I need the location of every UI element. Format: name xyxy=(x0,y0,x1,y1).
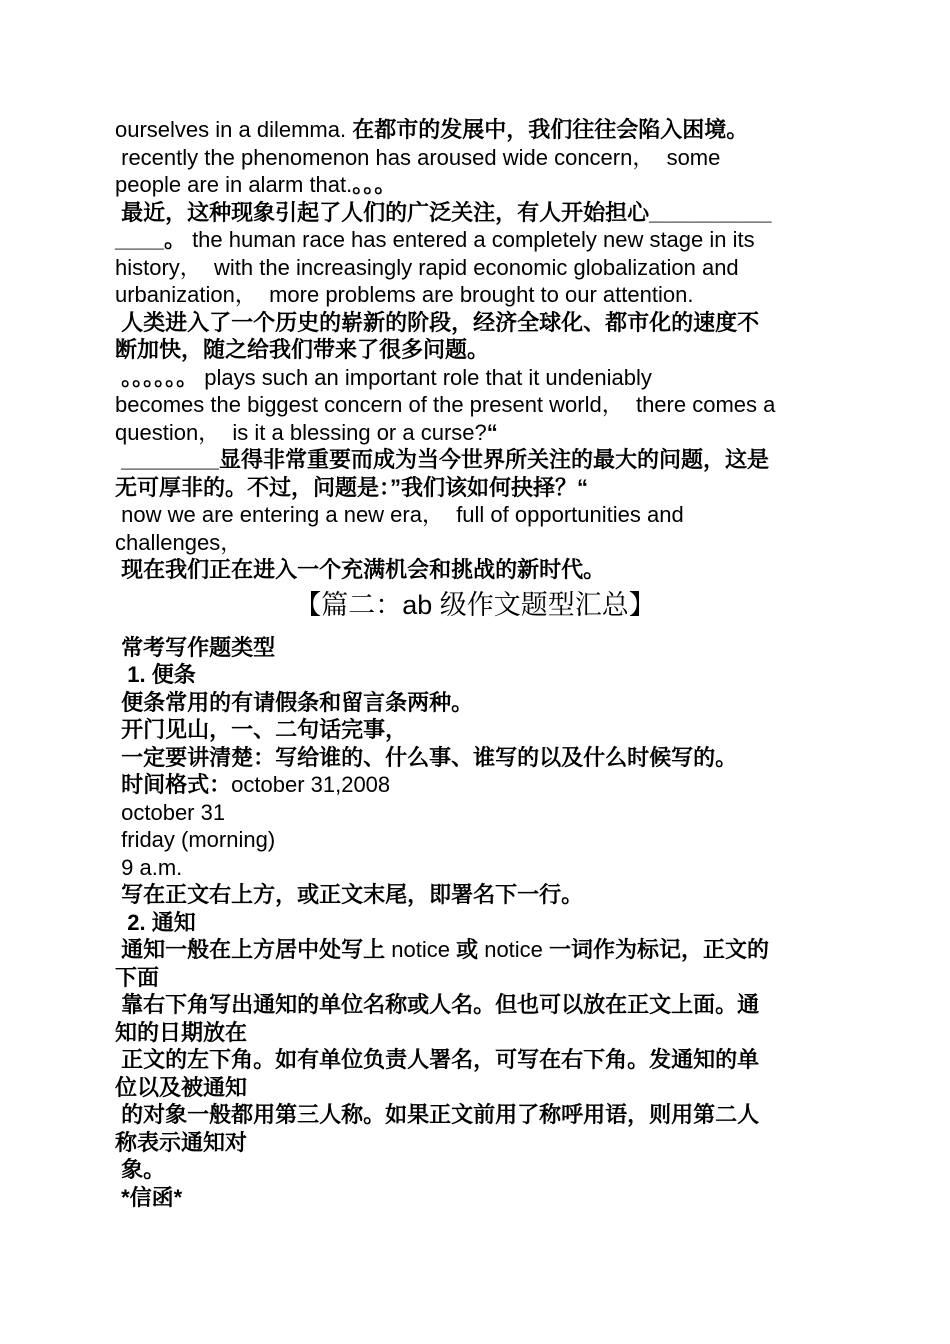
chinese-text: 人类进入了一个历史的崭新的阶段，经济全球化、都市化的速度不 xyxy=(115,309,760,335)
text-line xyxy=(115,419,835,447)
chinese-text: 称表示通知对 xyxy=(115,1129,248,1155)
text-line xyxy=(115,474,835,502)
text-line xyxy=(115,281,835,309)
section-heading: 【篇二：ab 级作文题型汇总】 xyxy=(294,589,656,620)
english-text: notice xyxy=(478,937,550,962)
text-line xyxy=(115,1074,835,1102)
text-line xyxy=(115,909,835,937)
text-line xyxy=(115,799,835,827)
chinese-text: 常考写作题类型 xyxy=(115,634,276,660)
text-line xyxy=(115,661,835,689)
english-text: recently the phenomenon has aroused wide concern， some xyxy=(115,144,721,170)
chinese-text: 1. 便条 xyxy=(115,662,196,687)
text-line xyxy=(115,529,835,557)
english-text: the human race has entered a completely new stage in its xyxy=(185,227,755,252)
chinese-text: 便条常用的有请假条和留言条两种。 xyxy=(115,689,474,715)
chinese-text: *信函* xyxy=(115,1184,183,1210)
text-line xyxy=(115,771,835,799)
text-line xyxy=(115,716,835,744)
english-text: people are in alarm that. xyxy=(115,172,353,197)
text-line xyxy=(115,501,835,529)
chinese-text: 位以及被通知 xyxy=(115,1074,248,1100)
chinese-text: 。。。 xyxy=(352,172,397,197)
chinese-text: 最近，这种现象引起了人们的广泛关注，有人开始担心__________ xyxy=(115,199,772,225)
text-line xyxy=(115,1046,835,1074)
chinese-text: 靠右下角写出通知的单位名称或人名。但也可以放在正文上面。通 xyxy=(115,992,760,1017)
english-text: ourselves in a dilemma. xyxy=(115,117,353,142)
text-line xyxy=(115,881,835,909)
text-line xyxy=(115,964,835,992)
text-line xyxy=(115,116,835,144)
english-text: plays such an important role that it undeniably xyxy=(198,364,652,390)
chinese-text: “ xyxy=(486,419,498,445)
text-line xyxy=(115,199,835,227)
chinese-text: 断加快，随之给我们带来了很多问题。 xyxy=(115,337,490,362)
chinese-text: 一定要讲清楚：写给谁的、什么事、谁写的以及什么时候写的。 xyxy=(115,744,738,770)
chinese-text: 通知一般在上方居中处写上 xyxy=(115,937,386,962)
chinese-text: ____。 xyxy=(115,227,186,252)
chinese-text: 或 xyxy=(456,937,479,962)
chinese-text: 知的日期放在 xyxy=(115,1019,248,1045)
chinese-text: 。。。。。。 xyxy=(115,364,199,390)
text-line xyxy=(115,446,835,474)
english-text: october 31,2008 xyxy=(231,772,391,797)
english-text: challenges， xyxy=(115,529,243,555)
chinese-text: 现在我们正在进入一个充满机会和挑战的新时代。 xyxy=(115,557,606,582)
text-line xyxy=(115,144,835,172)
chinese-text: 下面 xyxy=(115,964,160,990)
text-line xyxy=(115,171,835,199)
english-text: question， is it a blessing or a curse? xyxy=(115,419,487,445)
english-text: notice xyxy=(385,937,457,962)
text-line xyxy=(115,336,835,364)
chinese-text: 时间格式： xyxy=(115,772,232,797)
chinese-text: 开门见山，一、二句话完事， xyxy=(115,717,408,742)
text-line xyxy=(115,991,835,1019)
text-line xyxy=(115,1156,835,1184)
text-line xyxy=(115,634,835,662)
text-line xyxy=(115,1184,835,1212)
chinese-text: ________显得非常重要而成为当今世界所关注的最大的问题，这是 xyxy=(115,447,770,472)
chinese-text: 在都市的发展中，我们往往会陷入困境。 xyxy=(352,117,749,142)
english-text: becomes the biggest concern of the present world， there comes a xyxy=(115,392,776,417)
text-line xyxy=(115,364,835,392)
english-text: friday (morning) xyxy=(115,827,276,852)
text-line xyxy=(115,826,835,854)
english-text: history， with the increasingly rapid economic globalization and xyxy=(115,254,739,280)
text-line xyxy=(115,744,835,772)
text-line xyxy=(115,1019,835,1047)
english-text: now we are entering a new era， full of opportunities and xyxy=(115,502,684,527)
text-line xyxy=(115,391,835,419)
chinese-text: 正文的左下角。如有单位负责人署名，可写在右下角。发通知的单 xyxy=(115,1047,760,1072)
text-line xyxy=(115,309,835,337)
text-line xyxy=(115,854,835,882)
document-page xyxy=(115,116,835,1211)
chinese-text: 写在正文右上方，或正文末尾，即署名下一行。 xyxy=(115,882,584,907)
text-line xyxy=(115,689,835,717)
text-line xyxy=(115,556,835,584)
text-line xyxy=(115,1101,835,1129)
chinese-text: 象。 xyxy=(115,1157,166,1182)
chinese-text: 2. 通知 xyxy=(115,909,196,935)
chinese-text: 的对象一般都用第三人称。如果正文前用了称呼用语，则用第二人 xyxy=(115,1102,760,1127)
english-text: 9 a.m. xyxy=(115,854,183,880)
text-line xyxy=(115,254,835,282)
text-line xyxy=(115,226,835,254)
english-text: urbanization， more problems are brought to our attention. xyxy=(115,282,694,307)
chinese-text: 无可厚非的。不过，问题是：”我们该如何抉择？“ xyxy=(115,474,589,500)
text-line xyxy=(115,936,835,964)
text-line xyxy=(115,1129,835,1157)
english-text: october 31 xyxy=(115,799,226,825)
chinese-text: 一词作为标记，正文的 xyxy=(549,937,770,962)
